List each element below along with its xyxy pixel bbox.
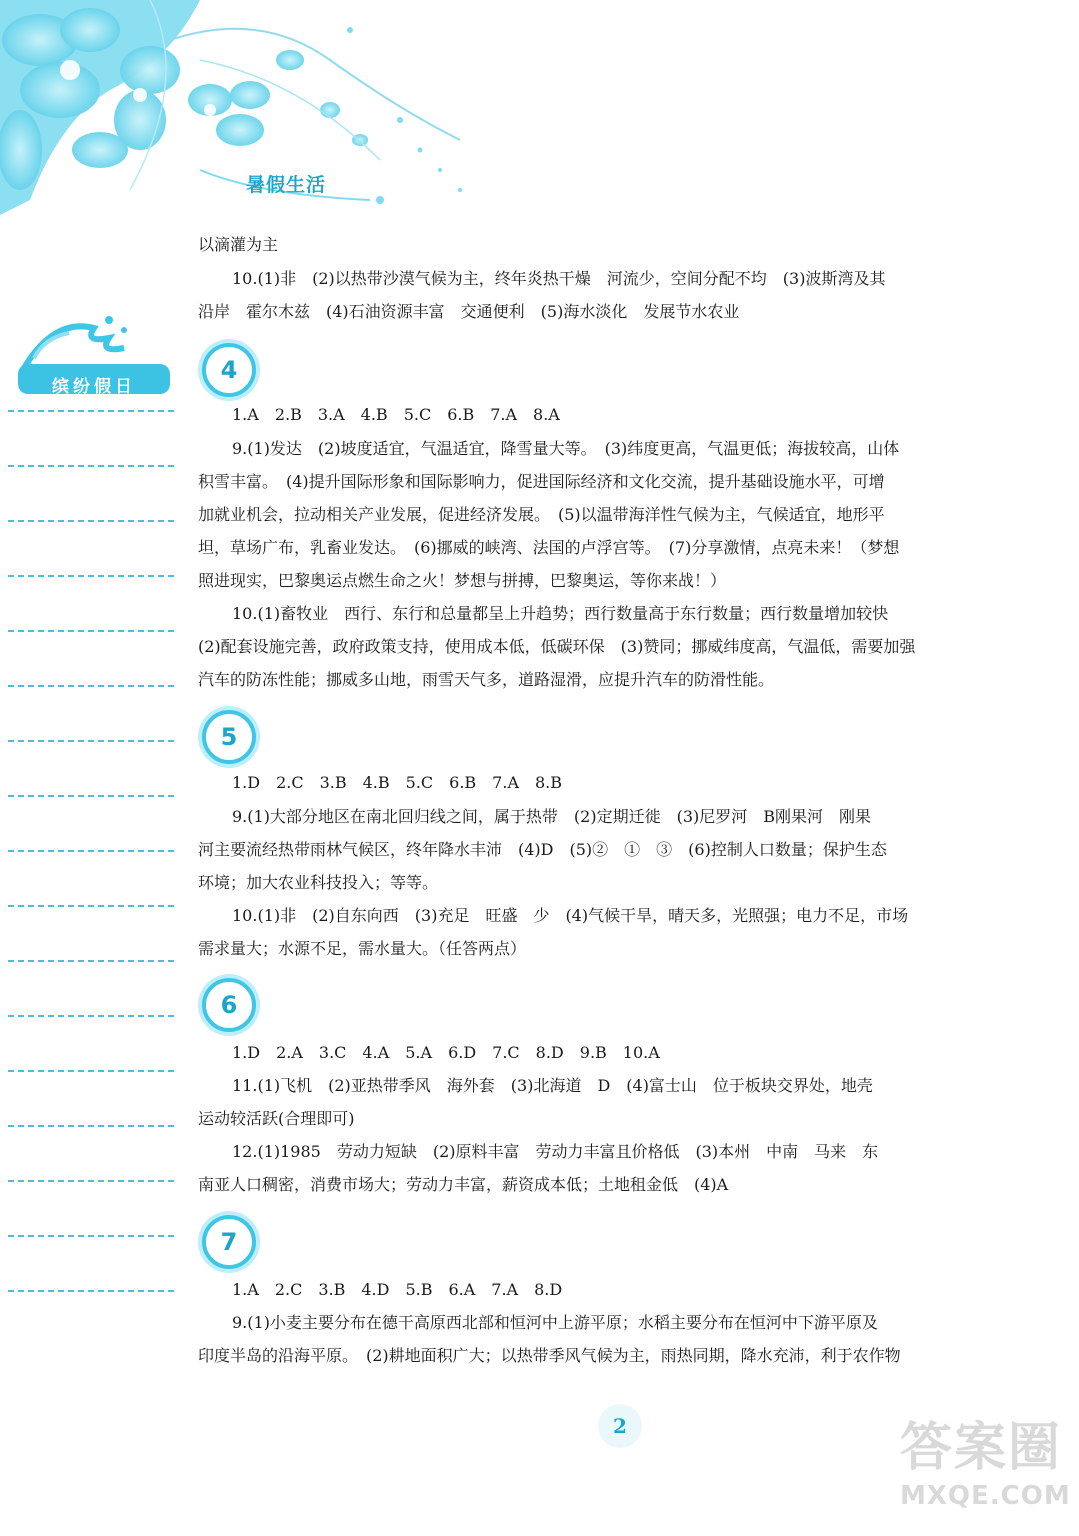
watermark-logo [900, 1418, 1070, 1530]
answer-line: 9.(1)小麦主要分布在德干高原西北部和恒河中上游平原；水稻主要分布在恒河中下游平原及 [232, 1313, 878, 1332]
dashed-rule [8, 575, 174, 577]
dashed-rule [8, 1180, 174, 1182]
answer-line: 9.(1)大部分地区在南北回归线之间，属于热带 (2)定期迁徙 (3)尼罗河 B刚果河 刚果 [232, 807, 872, 826]
section-number-6: 6 [202, 978, 256, 1032]
dashed-rule [8, 520, 174, 522]
header-title: 暑假生活 [246, 174, 327, 196]
answer-line: 印度半岛的沿海平原。 (2)耕地面积广大；以热带季风气候为主，雨热同期，降水充沛，利于农作物 [198, 1346, 901, 1365]
answer-line: 10.(1)非 (2)以热带沙漠气候为主，终年炎热干燥 河流少，空间分配不均 (3)波斯湾及其 [232, 269, 886, 288]
answer-line: 运动较活跃(合理即可) [198, 1109, 355, 1128]
answer-line: 南亚人口稠密，消费市场大；劳动力丰富，薪资成本低；土地租金低 (4)A [198, 1175, 729, 1194]
page-number: 2 [598, 1404, 642, 1448]
dashed-rule [8, 1015, 174, 1017]
answer-line: 汽车的防冻性能；挪威多山地，雨雪天气多，道路湿滑，应提升汽车的防滑性能。 [198, 670, 775, 689]
watermark-top: 答案圈 [900, 1418, 1063, 1478]
answer-line: 照进现实，巴黎奥运点燃生命之火！梦想与拼搏，巴黎奥运，等你来战！） [198, 571, 727, 590]
answer-line: 环境；加大农业科技投入；等等。 [198, 873, 439, 892]
dashed-rule [8, 1235, 174, 1237]
answer-line: 9.(1)发达 (2)坡度适宜，气温适宜，降雪量大等。 (3)纬度更高，气温更低；海拔较高，山体 [232, 439, 900, 458]
watermark-bottom: MXQE.COM [900, 1481, 1071, 1511]
dashed-rule [8, 1070, 174, 1072]
answer-line: 积雪丰富。 (4)提升国际形象和国际影响力，促进国际经济和文化交流，提升基础设施水平，可增 [198, 472, 885, 491]
answer-line: 沿岸 霍尔木兹 (4)石油资源丰富 交通便利 (5)海水淡化 发展节水农业 [198, 302, 740, 321]
answer-line: 10.(1)畜牧业 西行、东行和总量都呈上升趋势；西行数量高于东行数量；西行数量增加较快 [232, 604, 889, 623]
answer-line: 河主要流经热带雨林气候区，终年降水丰沛 (4)D (5)② ① ③ (6)控制人口数量；保护生态 [198, 840, 887, 859]
side-badge-label: 缤纷假日 [52, 377, 136, 397]
answer-line: 1.A 2.B 3.A 4.B 5.C 6.B 7.A 8.A [232, 405, 560, 424]
dashed-rule [8, 740, 174, 742]
dashed-rule [8, 630, 174, 632]
answer-line: 1.D 2.C 3.B 4.B 5.C 6.B 7.A 8.B [232, 773, 563, 792]
answer-line: 加就业机会，拉动相关产业发展，促进经济发展。 (5)以温带海洋性气候为主，气候适宜，地形平 [198, 505, 885, 524]
answer-line: (2)配套设施完善，政府政策支持，使用成本低，低碳环保 (3)赞同；挪威纬度高，气温低，需要加强 [198, 637, 916, 656]
answer-line: 需求量大；水源不足，需水量大。（任答两点） [198, 939, 527, 958]
dashed-rule [8, 465, 174, 467]
dashed-rule [8, 685, 174, 687]
dashed-rule [8, 850, 174, 852]
answer-line: 11.(1)飞机 (2)亚热带季风 海外套 (3)北海道 D (4)富士山 位于板块交界处，地壳 [232, 1076, 873, 1095]
dashed-rule [8, 960, 174, 962]
dashed-rule [8, 1125, 174, 1127]
answer-line: 以滴灌为主 [198, 235, 279, 254]
answer-line: 10.(1)非 (2)自东向西 (3)充足 旺盛 少 (4)气候干旱，晴天多，光照强；电力不足，市场 [232, 906, 909, 925]
floral-decoration [0, 0, 520, 240]
dashed-rule [8, 795, 174, 797]
section-number-5: 5 [202, 710, 256, 764]
answer-line: 1.A 2.C 3.B 4.D 5.B 6.A 7.A 8.D [232, 1280, 563, 1299]
answer-line: 1.D 2.A 3.C 4.A 5.A 6.D 7.C 8.D 9.B 10.A [232, 1043, 660, 1062]
dashed-rule [8, 1290, 174, 1292]
section-number-7: 7 [202, 1215, 256, 1269]
answer-line: 12.(1)1985 劳动力短缺 (2)原料丰富 劳动力丰富且价格低 (3)本州 中南 马来 东 [232, 1142, 879, 1161]
dashed-rule [8, 410, 174, 412]
answer-line: 坦，草场广布，乳畜业发达。 (6)挪威的峡湾、法国的卢浮宫等。 (7)分享激情，点亮未来！（梦想 [198, 538, 900, 557]
section-number-4: 4 [202, 343, 256, 397]
dashed-rule [8, 905, 174, 907]
